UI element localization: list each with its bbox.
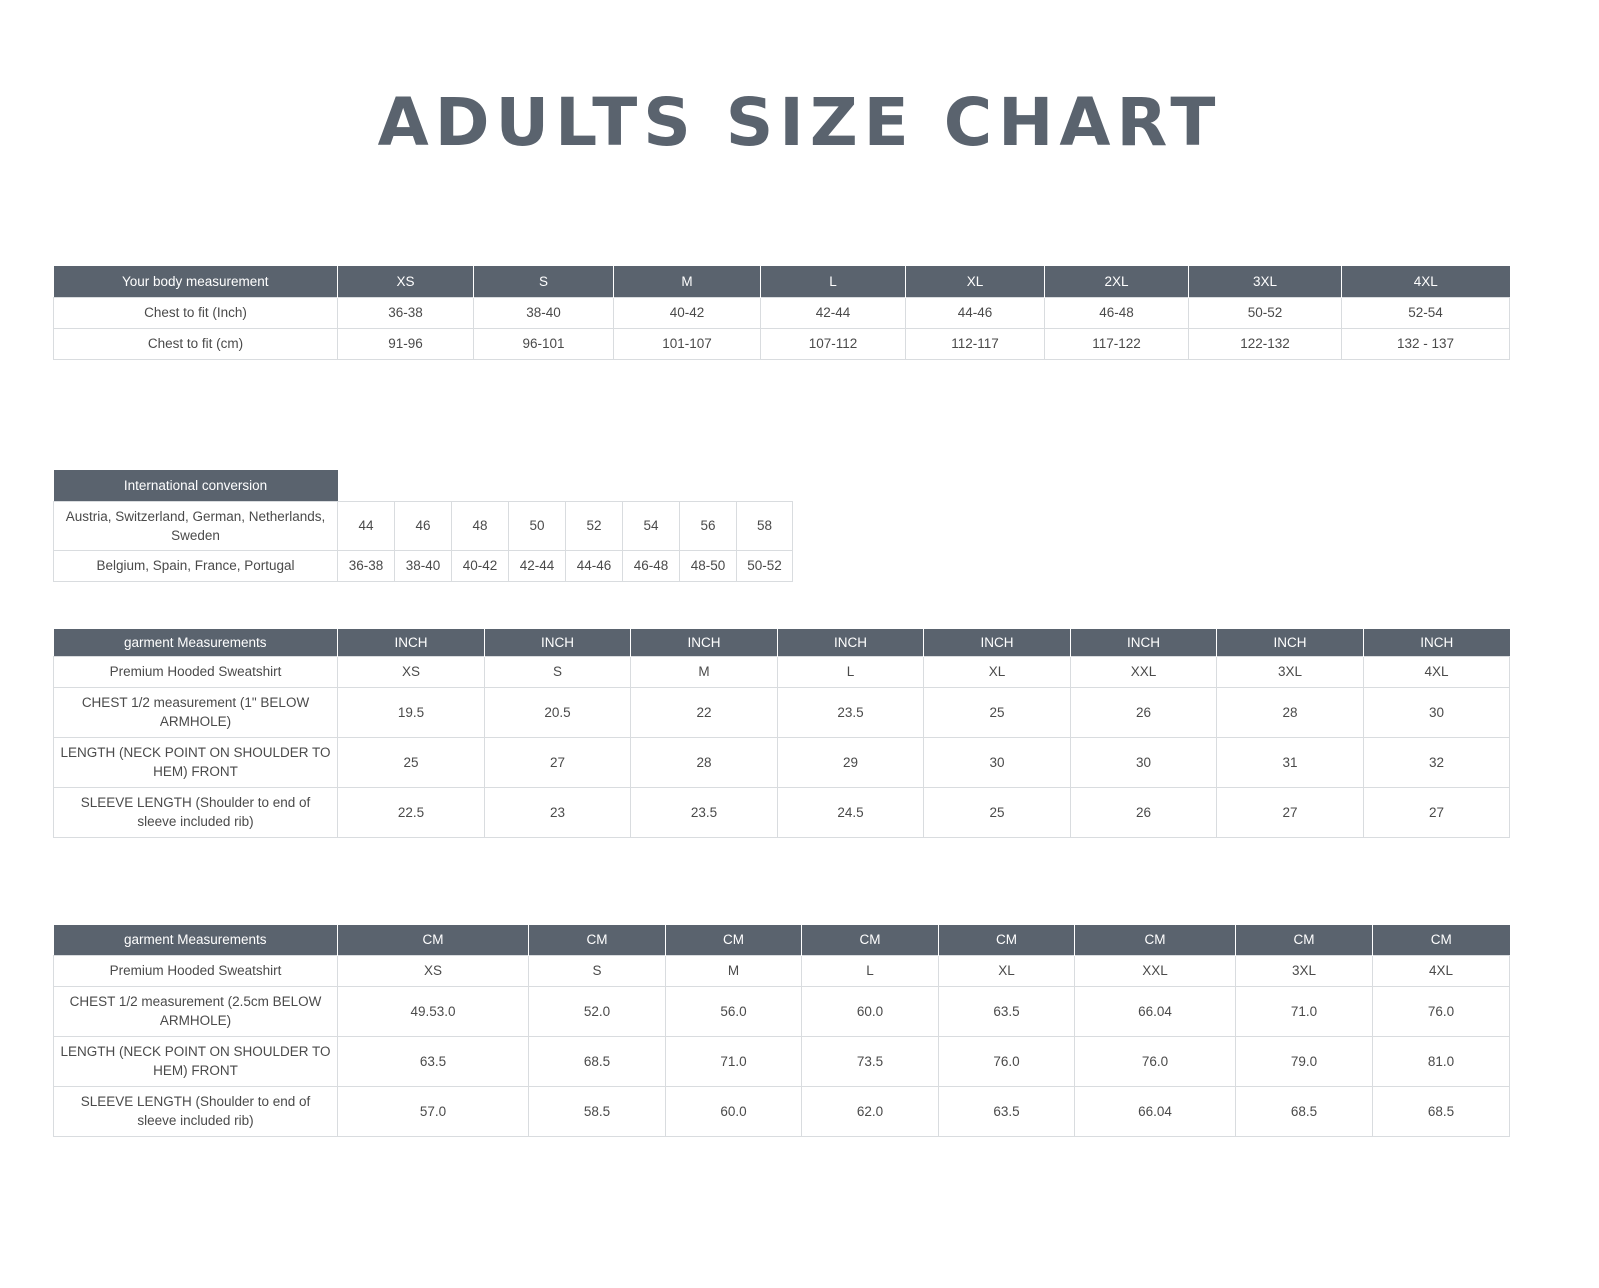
table-cell: 71.0	[666, 1036, 802, 1086]
table-cell: 27	[485, 737, 631, 787]
table-cell: 38-40	[395, 550, 452, 581]
table-cell: 52-54	[1342, 297, 1510, 328]
row-label: SLEEVE LENGTH (Shoulder to end of sleeve included rib)	[54, 787, 338, 837]
header-cell: M	[614, 266, 761, 297]
table-row	[54, 328, 1510, 359]
header-cell: XL	[906, 266, 1045, 297]
table-cell: 20.5	[485, 687, 631, 737]
table-cell: M	[666, 955, 802, 986]
row-label: CHEST 1/2 measurement (1" BELOW ARMHOLE)	[54, 687, 338, 737]
header-cell: CM	[666, 925, 802, 955]
table-cell: 54	[623, 501, 680, 550]
header-cell: CM	[529, 925, 666, 955]
table-cell: 52	[566, 501, 623, 550]
table-cell: 30	[1071, 737, 1217, 787]
table-cell: 68.5	[1373, 1086, 1510, 1136]
header-cell: 2XL	[1045, 266, 1189, 297]
table-cell: XXL	[1071, 656, 1217, 687]
table-cell: 27	[1364, 787, 1510, 837]
table-cell: M	[631, 656, 778, 687]
table-cell: 66.04	[1075, 986, 1236, 1036]
row-label: Belgium, Spain, France, Portugal	[54, 550, 338, 581]
table-cell: 36-38	[338, 297, 474, 328]
table-cell: 68.5	[529, 1036, 666, 1086]
header-cell: CM	[338, 925, 529, 955]
garment-cm-table	[53, 925, 1510, 1137]
table-row	[54, 955, 1510, 986]
table-cell: 48-50	[680, 550, 737, 581]
table-cell: 42-44	[761, 297, 906, 328]
table-cell: S	[529, 955, 666, 986]
header-cell: XS	[338, 266, 474, 297]
table-cell: 26	[1071, 687, 1217, 737]
table-cell: 40-42	[614, 297, 761, 328]
international-conversion-table	[53, 470, 793, 582]
table-cell: 81.0	[1373, 1036, 1510, 1086]
table-cell: 60.0	[666, 1086, 802, 1136]
table-cell: 28	[631, 737, 778, 787]
table-cell: 63.5	[939, 1086, 1075, 1136]
table-cell: 30	[924, 737, 1071, 787]
header-cell: INCH	[1071, 629, 1217, 656]
table-cell: L	[778, 656, 924, 687]
table-cell: 26	[1071, 787, 1217, 837]
table-cell: 66.04	[1075, 1086, 1236, 1136]
table-cell: 3XL	[1236, 955, 1373, 986]
table-row	[54, 550, 793, 581]
table-cell: 29	[778, 737, 924, 787]
table-row	[54, 787, 1510, 837]
table-cell: 31	[1217, 737, 1364, 787]
header-cell: CM	[1373, 925, 1510, 955]
table-cell: 25	[338, 737, 485, 787]
table-cell: 76.0	[939, 1036, 1075, 1086]
table-cell: 91-96	[338, 328, 474, 359]
table-cell: 22.5	[338, 787, 485, 837]
table-cell: 25	[924, 687, 1071, 737]
table-cell: 32	[1364, 737, 1510, 787]
header-cell: INCH	[338, 629, 485, 656]
header-cell: S	[474, 266, 614, 297]
header-cell: International conversion	[54, 470, 338, 501]
table-cell: 23.5	[631, 787, 778, 837]
table-cell: 42-44	[509, 550, 566, 581]
table-cell: 122-132	[1189, 328, 1342, 359]
table-cell: XS	[338, 656, 485, 687]
table-cell: 56	[680, 501, 737, 550]
row-label: LENGTH (NECK POINT ON SHOULDER TO HEM) FRONT	[54, 1036, 338, 1086]
table-cell: XXL	[1075, 955, 1236, 986]
table-cell: 44-46	[906, 297, 1045, 328]
row-label: CHEST 1/2 measurement (2.5cm BELOW ARMHOLE)	[54, 986, 338, 1036]
table-header-row	[54, 629, 1510, 656]
row-label: Premium Hooded Sweatshirt	[54, 955, 338, 986]
header-cell: 3XL	[1189, 266, 1342, 297]
row-label: LENGTH (NECK POINT ON SHOULDER TO HEM) FRONT	[54, 737, 338, 787]
table-cell: 25	[924, 787, 1071, 837]
table-cell: 71.0	[1236, 986, 1373, 1036]
table-cell: 46-48	[623, 550, 680, 581]
table-cell: XL	[924, 656, 1071, 687]
table-cell: 30	[1364, 687, 1510, 737]
table-row	[54, 501, 793, 550]
table-cell: 132 - 137	[1342, 328, 1510, 359]
header-cell: CM	[1236, 925, 1373, 955]
table-row	[54, 1036, 1510, 1086]
table-cell: 49.53.0	[338, 986, 529, 1036]
table-cell: 46	[395, 501, 452, 550]
row-label: Chest to fit (cm)	[54, 328, 338, 359]
header-cell: INCH	[485, 629, 631, 656]
table-cell: 4XL	[1364, 656, 1510, 687]
table-header-row	[54, 925, 1510, 955]
header-cell: 4XL	[1342, 266, 1510, 297]
table-cell: 60.0	[802, 986, 939, 1036]
header-cell: CM	[802, 925, 939, 955]
header-cell: INCH	[631, 629, 778, 656]
table-cell: 52.0	[529, 986, 666, 1036]
table-cell: 19.5	[338, 687, 485, 737]
table-row	[54, 986, 1510, 1036]
table-cell: S	[485, 656, 631, 687]
table-cell: 28	[1217, 687, 1364, 737]
table-cell: 73.5	[802, 1036, 939, 1086]
header-cell: INCH	[1364, 629, 1510, 656]
table-row	[54, 297, 1510, 328]
table-cell: 50-52	[737, 550, 793, 581]
body-measurement-table	[53, 266, 1510, 360]
header-cell: CM	[1075, 925, 1236, 955]
table-cell: 112-117	[906, 328, 1045, 359]
table-cell: XL	[939, 955, 1075, 986]
row-label: SLEEVE LENGTH (Shoulder to end of sleeve included rib)	[54, 1086, 338, 1136]
table-cell: 58	[737, 501, 793, 550]
table-cell: 101-107	[614, 328, 761, 359]
table-cell: 23.5	[778, 687, 924, 737]
table-cell: 63.5	[338, 1036, 529, 1086]
row-label: Premium Hooded Sweatshirt	[54, 656, 338, 687]
table-cell: 46-48	[1045, 297, 1189, 328]
table-header-row	[54, 470, 793, 501]
table-cell: 68.5	[1236, 1086, 1373, 1136]
row-label: Austria, Switzerland, German, Netherlands, Sweden	[54, 501, 338, 550]
table-cell: 38-40	[474, 297, 614, 328]
table-cell: 44	[338, 501, 395, 550]
header-cell: L	[761, 266, 906, 297]
table-cell: 36-38	[338, 550, 395, 581]
header-cell: garment Measurements	[54, 925, 338, 955]
table-header-row	[54, 266, 1510, 297]
table-row	[54, 737, 1510, 787]
table-cell: 24.5	[778, 787, 924, 837]
table-cell: 56.0	[666, 986, 802, 1036]
garment-inch-table	[53, 629, 1510, 838]
table-row	[54, 1086, 1510, 1136]
table-cell: 40-42	[452, 550, 509, 581]
table-cell: 76.0	[1373, 986, 1510, 1036]
table-row	[54, 687, 1510, 737]
table-row	[54, 656, 1510, 687]
table-cell: 117-122	[1045, 328, 1189, 359]
table-cell: 79.0	[1236, 1036, 1373, 1086]
table-cell: 63.5	[939, 986, 1075, 1036]
header-cell: INCH	[778, 629, 924, 656]
table-cell: 3XL	[1217, 656, 1364, 687]
row-label: Chest to fit (Inch)	[54, 297, 338, 328]
table-cell: 76.0	[1075, 1036, 1236, 1086]
header-cell: Your body measurement	[54, 266, 338, 297]
table-cell: 107-112	[761, 328, 906, 359]
table-cell: 4XL	[1373, 955, 1510, 986]
table-cell: 58.5	[529, 1086, 666, 1136]
table-cell: 62.0	[802, 1086, 939, 1136]
table-cell: 96-101	[474, 328, 614, 359]
table-cell: 48	[452, 501, 509, 550]
page-title: ADULTS SIZE CHART	[377, 84, 1222, 161]
header-cell: garment Measurements	[54, 629, 338, 656]
table-cell: 57.0	[338, 1086, 529, 1136]
table-cell: 23	[485, 787, 631, 837]
header-cell: CM	[939, 925, 1075, 955]
table-cell: 27	[1217, 787, 1364, 837]
header-cell: INCH	[924, 629, 1071, 656]
table-cell: XS	[338, 955, 529, 986]
table-cell: 50	[509, 501, 566, 550]
table-cell: L	[802, 955, 939, 986]
table-cell: 44-46	[566, 550, 623, 581]
header-cell: INCH	[1217, 629, 1364, 656]
table-cell: 50-52	[1189, 297, 1342, 328]
table-cell: 22	[631, 687, 778, 737]
